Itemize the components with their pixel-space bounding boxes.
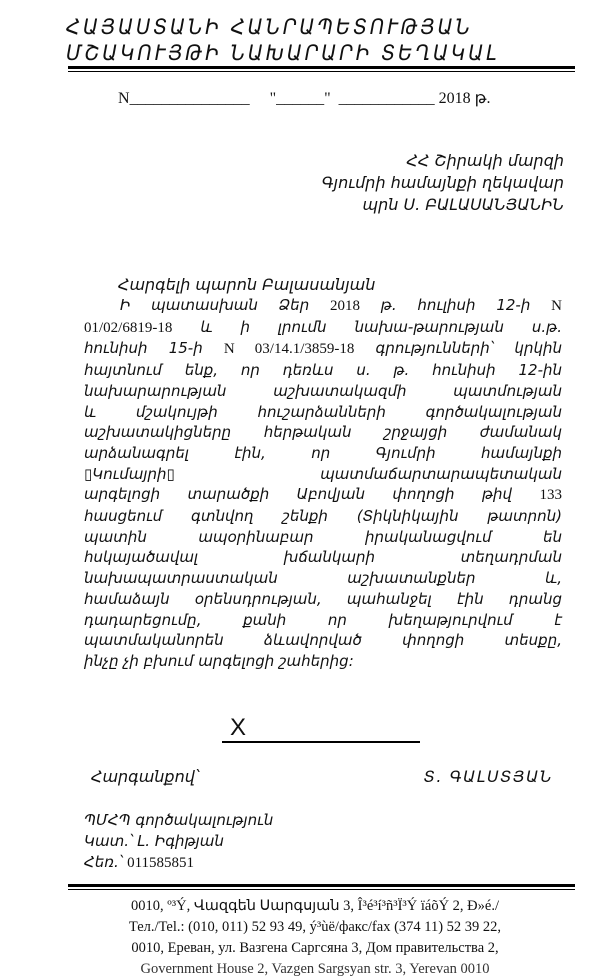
reference-date-blank: ____________ bbox=[338, 90, 435, 107]
addressee-line-2: Գյումրի համայնքի ղեկավար bbox=[321, 173, 564, 192]
executor-phone: Հեռ.՝ 011585851 bbox=[84, 853, 195, 871]
header-line-2: ՄՇԱԿՈՒՅԹԻ ՆԱԽԱՐԱՐԻ ՏԵՂԱԿԱԼ bbox=[66, 41, 500, 65]
signature-mark: X bbox=[230, 714, 247, 741]
body-line: Ի պատասխան Ձեր 2018 թ. հուլիսի 12-ի N bbox=[120, 296, 562, 314]
body-line: հայտնում ենք, որ դեռևս ս. թ. հունիսի 12-ին bbox=[84, 361, 562, 380]
executor-name: Կատ.՝ Լ. Իգիթյան bbox=[84, 832, 224, 850]
body-line: նախարարության աշխատակազմի պատմության bbox=[84, 381, 562, 400]
addressee-line-1: ՀՀ Շիրակի մարզի bbox=[406, 151, 564, 170]
addressee-block bbox=[322, 150, 564, 216]
body-line: արձանագրել էին, որ Գյումրի համայնքի bbox=[84, 443, 562, 462]
body-line: 01/02/6819-18 և ի լրումն նախա-թարության ս.թ. bbox=[84, 317, 562, 336]
body-line: պատմականորեն ձևավորված փողոցի տեսքը, bbox=[84, 631, 562, 650]
header-rule-thick bbox=[68, 66, 575, 69]
header-line-1: ՀԱՅԱՍՏԱՆԻ ՀԱՆՐԱՊԵՏՈՒԹՅԱՆ bbox=[66, 15, 473, 39]
footer-address bbox=[60, 896, 570, 980]
body-line: հսկայածավալ խճանկարի տեղադրման bbox=[84, 548, 562, 567]
body-line: նախապատրաստական աշխատանքներ և, bbox=[84, 569, 562, 588]
signature-line bbox=[222, 741, 420, 743]
signer-name: Տ. ԳԱԼՍՏՅԱՆ bbox=[423, 767, 553, 786]
body-line: ▯Կումայրի▯ պատմաճարտարապետական bbox=[84, 464, 562, 483]
footer-line-2: Тел./Tel.: (010, 011) 52 93 49, ý³ùë/факс/fax (374 11) 52 39 22, bbox=[128, 919, 502, 935]
body-line: արգելոցի տարածքի Աբովյան փողոցի թիվ 133 bbox=[84, 485, 562, 504]
ministry-header bbox=[66, 14, 500, 66]
header-rule-thin bbox=[68, 71, 575, 72]
footer-rule-thick bbox=[68, 884, 575, 887]
body-line: հասցեում գտնվող շենքի (Տիկնիկային թատրոն) bbox=[84, 507, 562, 526]
executor-block bbox=[84, 810, 273, 874]
body-line: և մշակույթի հուշարձանների գործակալության bbox=[84, 402, 562, 421]
reference-number-label: N bbox=[118, 90, 130, 107]
footer-line-3: 0010, Ереван, ул. Вазгена Саргсяна 3, Дом правительства 2, bbox=[131, 940, 499, 956]
reference-number-blank: _______________ bbox=[129, 90, 250, 107]
footer-line-1: 0010, º³Ý, Վազգեն Սարգսյան 3, Î³é³í³ñ³Ï³Ý ïáõÝ 2, Ð»é./ bbox=[131, 898, 499, 914]
body-line: ինչը չի բխում արգելոցի շահերից: bbox=[84, 651, 354, 670]
reference-day-blank: "______" bbox=[269, 90, 331, 107]
addressee-line-3: պրն Ս. ԲԱԼԱՍԱՆՅԱՆԻՆ bbox=[362, 195, 564, 214]
body-line: պատին ապօրինաբար իրականացվում են bbox=[84, 527, 562, 546]
salutation: Հարգելի պարոն Բալասանյան bbox=[118, 275, 376, 294]
reference-year: 2018 թ. bbox=[438, 90, 491, 107]
footer-line-4: Government House 2, Vazgen Sargsyan str. 3, Yerevan 0010 bbox=[140, 961, 490, 977]
reference-line bbox=[118, 88, 490, 108]
footer-rule-thin bbox=[68, 889, 575, 890]
closing-regards: Հարգանքով՝ bbox=[91, 767, 199, 786]
body-line: համաձայն օրենսդրության, պահանջել էին դրանց bbox=[84, 589, 562, 608]
body-line: հունիսի 15-ի N 03/14.1/3859-18 գրությունների՝ կրկին bbox=[84, 339, 562, 358]
letter-body bbox=[84, 295, 562, 672]
executor-agency: ՊՄՀՊ գործակալություն bbox=[84, 811, 274, 829]
body-line: աշխատակիցները հերթական շրջայցի ժամանակ bbox=[84, 423, 562, 442]
body-line: դադարեցումը, քանի որ խեղաթյուրվում է bbox=[84, 610, 562, 629]
